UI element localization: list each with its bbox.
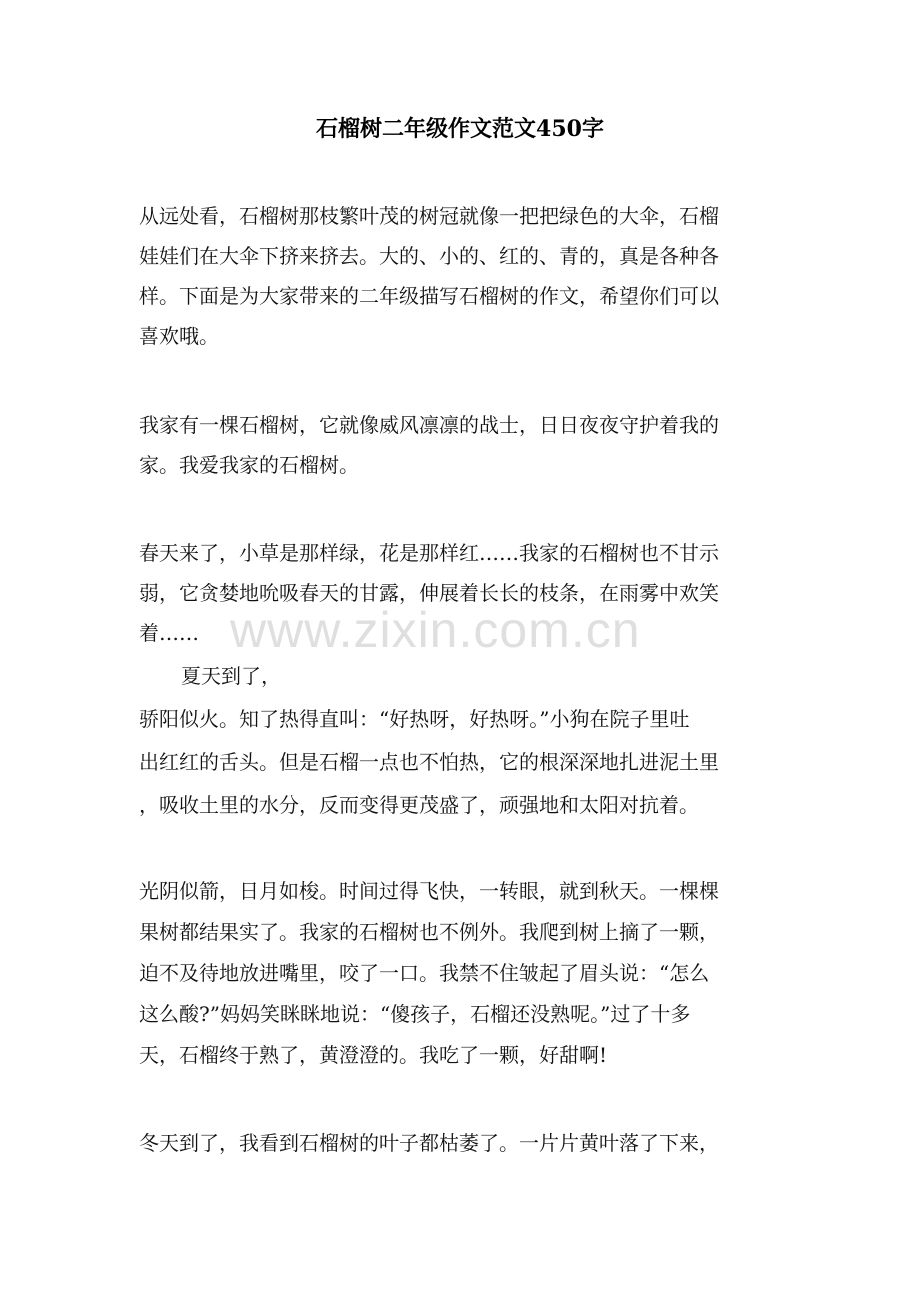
paragraph-line: 弱，它贪婪地吮吸春天的甘露，伸展着长长的枝条，在雨雾中欢笑 bbox=[139, 581, 719, 605]
document-title: 石榴树二年级作文范文450字 bbox=[316, 116, 604, 142]
paragraph-line: ，吸收土里的水分，反而变得更茂盛了，顽强地和太阳对抗着。 bbox=[139, 793, 699, 817]
paragraph-line: 光阴似箭，日月如梭。时间过得飞快，一转眼，就到秋天。一棵棵 bbox=[139, 879, 719, 903]
paragraph-line: 家。我爱我家的石榴树。 bbox=[139, 453, 359, 477]
paragraph-line: 这么酸?”妈妈笑眯眯地说：“傻孩子，石榴还没熟呢。”过了十多 bbox=[139, 1002, 691, 1026]
paragraph-line: 样。下面是为大家带来的二年级描写石榴树的作文，希望你们可以 bbox=[139, 284, 719, 308]
watermark: www.zixin.com.cn bbox=[230, 602, 641, 658]
paragraph-line: 夏天到了， bbox=[181, 664, 281, 688]
paragraph-line: 冬天到了，我看到石榴树的叶子都枯萎了。一片片黄叶落了下来， bbox=[139, 1131, 719, 1155]
paragraph-line: 娃娃们在大伞下挤来挤去。大的、小的、红的、青的，真是各种各 bbox=[139, 244, 719, 268]
paragraph-line: 天，石榴终于熟了，黄澄澄的。我吃了一颗，好甜啊! bbox=[139, 1043, 608, 1067]
paragraph-line: 出红红的舌头。但是石榴一点也不怕热，它的根深深地扎进泥土里 bbox=[139, 750, 719, 774]
paragraph-line: 果树都结果实了。我家的石榴树也不例外。我爬到树上摘了一颗， bbox=[139, 920, 719, 944]
paragraph-line: 骄阳似火。知了热得直叫：“好热呀，好热呀。”小狗在院子里吐 bbox=[139, 707, 690, 731]
paragraph-line: 春天来了，小草是那样绿，花是那样红……我家的石榴树也不甘示 bbox=[139, 541, 719, 565]
paragraph-line: 喜欢哦。 bbox=[139, 324, 219, 348]
paragraph-line: 从远处看，石榴树那枝繁叶茂的树冠就像一把把绿色的大伞，石榴 bbox=[139, 204, 719, 228]
paragraph-line: 着…… bbox=[139, 621, 199, 645]
paragraph-line: 迫不及待地放进嘴里，咬了一口。我禁不住皱起了眉头说：“怎么 bbox=[139, 961, 710, 985]
paragraph-line: 我家有一棵石榴树，它就像威风凛凛的战士，日日夜夜守护着我的 bbox=[139, 413, 719, 437]
